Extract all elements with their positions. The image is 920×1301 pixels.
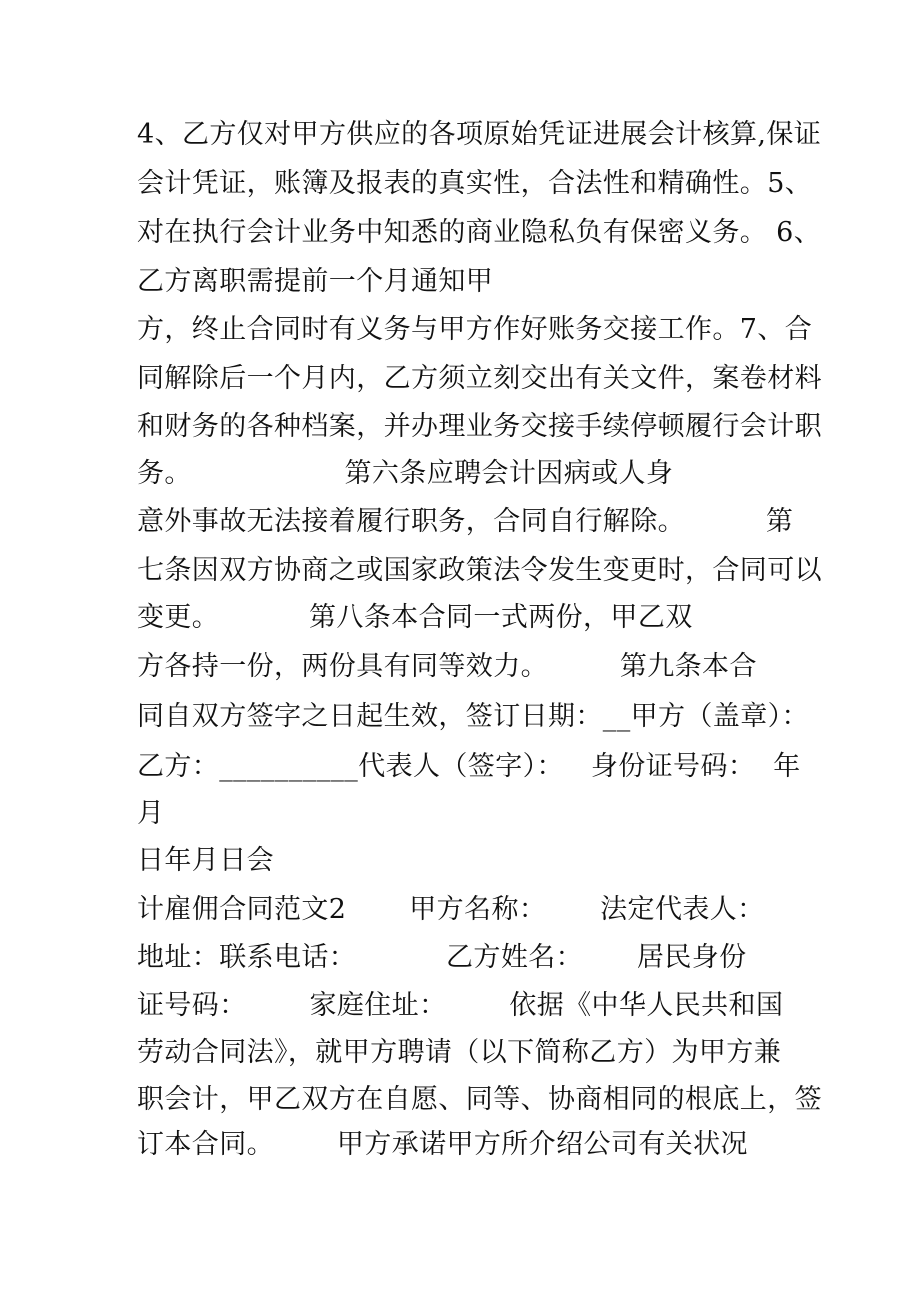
text-line: 4、乙方仅对甲方供应的各项原始凭证进展会计核算,保证 <box>137 119 822 150</box>
text-line: 务。 第六条应聘会计因病或人身 <box>137 458 674 489</box>
text-line: 乙方离职需提前一个月通知甲 <box>137 266 494 297</box>
text-line: 对在执行会计业务中知悉的商业隐私负有保密义务。 6、 <box>137 217 822 248</box>
text-line: 会计凭证，账簿及报表的真实性，合法性和精确性。5、 <box>137 168 813 199</box>
text-line: 地址：联系电话： 乙方姓名： 居民身份 <box>137 942 747 973</box>
text-line: 乙方：__________代表人（签字）： 身份证号码： 年 <box>137 751 801 782</box>
text-line: 劳动合同法》，就甲方聘请（以下简称乙方）为甲方兼 <box>137 1037 782 1068</box>
text-line: 同解除后一个月内，乙方须立刻交出有关文件，案卷材料 <box>137 363 822 394</box>
text-line: 日年月日会 <box>137 845 274 876</box>
text-line: 意外事故无法接着履行职务，合同自行解除。 第 <box>137 506 794 537</box>
text-line: 证号码： 家庭住址： 依据《中华人民共和国 <box>137 990 784 1021</box>
text-line: 方，终止合同时有义务与甲方作好账务交接工作。7、合 <box>137 314 813 345</box>
text-line: 和财务的各种档案，并办理业务交接手续停顿履行会计职 <box>137 411 822 442</box>
text-line: 同自双方签字之日起生效，签订日期：__甲方（盖章）： <box>137 701 809 732</box>
text-line: 变更。 第八条本合同一式两份，甲乙双 <box>137 602 693 633</box>
text-line: 七条因双方协商之或国家政策法令发生变更时，合同可以 <box>137 555 822 586</box>
text-line: 职会计，甲乙双方在自愿、同等、协商相同的根底上，签 <box>137 1084 822 1115</box>
text-line: 订本合同。 甲方承诺甲方所介绍公司有关状况 <box>137 1129 748 1160</box>
text-line: 计雇佣合同范文2 甲方名称： 法定代表人： <box>137 894 765 925</box>
text-line: 月 <box>137 798 165 829</box>
text-line: 方各持一份，两份具有同等效力。 第九条本合 <box>137 651 757 682</box>
